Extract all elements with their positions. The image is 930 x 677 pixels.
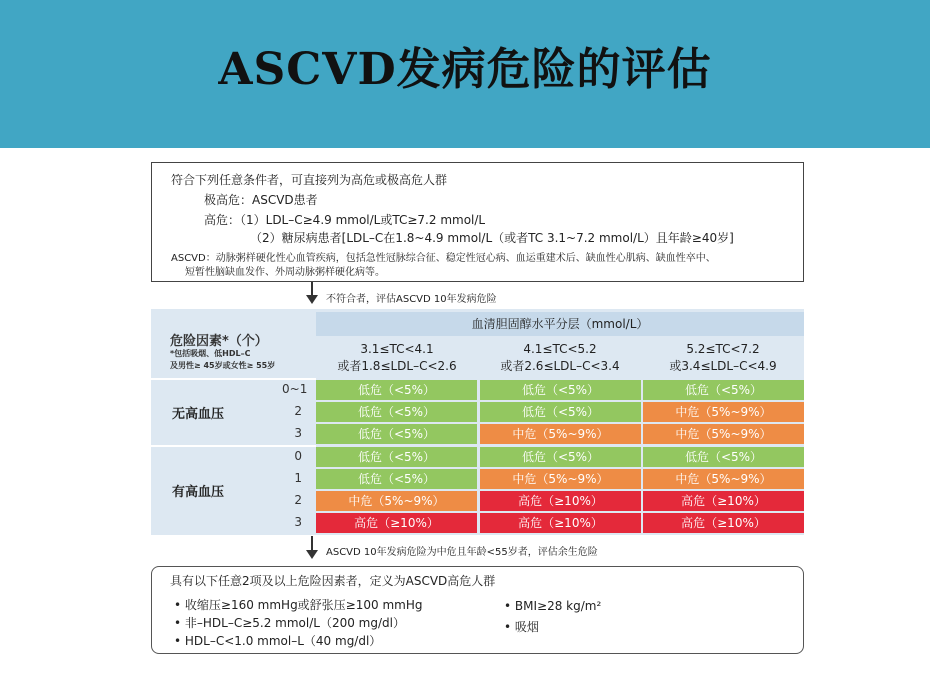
risk-count: 2 <box>294 404 302 418</box>
risk-count: 3 <box>294 515 302 529</box>
risk-cell: 中危（5%~9%） <box>480 469 641 489</box>
risk-cell: 低危（<5%） <box>480 380 641 400</box>
risk-cell: 高危（≥10%） <box>316 513 477 533</box>
risk-cell: 低危（<5%） <box>316 424 477 444</box>
risk-cell: 中危（5%~9%） <box>643 402 804 422</box>
ascvd-definition-line-1: ASCVD：动脉粥样硬化性心血管疾病，包括急性冠脉综合征、稳定性冠心病、血运重建术后、缺血性心肌病、缺血性卒中、 <box>171 253 716 264</box>
criteria-heading: 符合下列任意条件者，可直接列为高危或极高危人群 <box>171 173 448 187</box>
flow-arrow-line <box>311 282 313 296</box>
risk-cell: 高危（≥10%） <box>643 491 804 511</box>
very-high-risk-line: 极高危：ASCVD患者 <box>204 193 318 207</box>
arrow-note-2: ASCVD 10年发病危险为中危且年龄<55岁者，评估余生危险 <box>326 547 598 558</box>
factor-item: • 收缩压≥160 mmHg或舒张压≥100 mmHg <box>174 598 423 612</box>
column-header-3-tc: 5.2≤TC<7.2 <box>686 342 760 356</box>
arrow-note-1: 不符合者，评估ASCVD 10年发病危险 <box>326 294 497 305</box>
column-header-1 <box>316 341 478 377</box>
risk-cell: 低危（<5%） <box>316 380 477 400</box>
risk-cell: 低危（<5%） <box>316 469 477 489</box>
risk-count: 2 <box>294 493 302 507</box>
risk-cell: 高危（≥10%） <box>480 513 641 533</box>
down-arrow-icon <box>306 550 318 559</box>
risk-count: 0~1 <box>282 382 308 396</box>
factors-heading: 具有以下任意2项及以上危险因素者，定义为ASCVD高危人群 <box>170 574 496 588</box>
risk-cell: 低危（<5%） <box>316 402 477 422</box>
high-risk-line-2: （2）糖尿病患者[LDL–C在1.8~4.9 mmol/L（或者TC 3.1~7.2 mmol/L）且年龄≥40岁] <box>250 231 734 245</box>
row-group-divider <box>151 378 316 380</box>
down-arrow-icon <box>306 295 318 304</box>
column-header-2 <box>479 341 641 377</box>
flow-arrow-line <box>311 536 313 551</box>
risk-cell: 高危（≥10%） <box>480 491 641 511</box>
column-header-1-tc: 3.1≤TC<4.1 <box>360 342 434 356</box>
group-label-no-hypertension: 无高血压 <box>172 407 225 422</box>
column-header-3 <box>642 341 804 377</box>
factor-item: • BMI≥28 kg/m² <box>504 599 602 613</box>
risk-cell: 低危（<5%） <box>316 447 477 467</box>
risk-cell: 中危（5%~9%） <box>480 424 641 444</box>
risk-cell: 低危（<5%） <box>643 380 804 400</box>
factor-item: • 非–HDL–C≥5.2 mmol/L（200 mg/dl） <box>174 616 405 630</box>
risk-factor-note-1: *包括吸烟、低HDL–C <box>170 349 251 358</box>
column-header-2-tc: 4.1≤TC<5.2 <box>523 342 597 356</box>
risk-cell: 高危（≥10%） <box>643 513 804 533</box>
risk-cell: 低危（<5%） <box>643 447 804 467</box>
factor-item: • 吸烟 <box>504 620 539 634</box>
risk-count: 3 <box>294 426 302 440</box>
risk-count: 0 <box>294 449 302 463</box>
risk-factor-note-2: 及男性≥ 45岁或女性≥ 55岁 <box>170 361 276 370</box>
page-title: ASCVD发病危险的评估 <box>218 44 712 95</box>
high-risk-factors-box <box>151 566 804 654</box>
direct-risk-criteria-box <box>151 162 804 282</box>
row-group-divider <box>151 445 316 447</box>
column-header-2-ldl: 或者2.6≤LDL–C<3.4 <box>500 359 620 373</box>
risk-cell: 中危（5%~9%） <box>316 491 477 511</box>
high-risk-line-1: 高危：（1）LDL–C≥4.9 mmol/L或TC≥7.2 mmol/L <box>204 213 486 227</box>
ascvd-definition-line-2: 短暂性脑缺血发作、外周动脉粥样硬化病等。 <box>185 267 385 278</box>
cholesterol-header: 血清胆固醇水平分层（mmol/L） <box>316 312 804 336</box>
risk-cell: 低危（<5%） <box>480 447 641 467</box>
risk-cell: 低危（<5%） <box>480 402 641 422</box>
risk-factor-header: 危险因素*（个） <box>170 334 268 349</box>
factor-item: • HDL–C<1.0 mmol–L（40 mg/dl） <box>174 634 382 648</box>
column-header-1-ldl: 或者1.8≤LDL–C<2.6 <box>337 359 457 373</box>
risk-cell: 中危（5%~9%） <box>643 424 804 444</box>
column-header-3-ldl: 或3.4≤LDL–C<4.9 <box>669 359 777 373</box>
risk-cell: 中危（5%~9%） <box>643 469 804 489</box>
risk-count: 1 <box>294 471 302 485</box>
group-label-hypertension: 有高血压 <box>172 485 225 500</box>
